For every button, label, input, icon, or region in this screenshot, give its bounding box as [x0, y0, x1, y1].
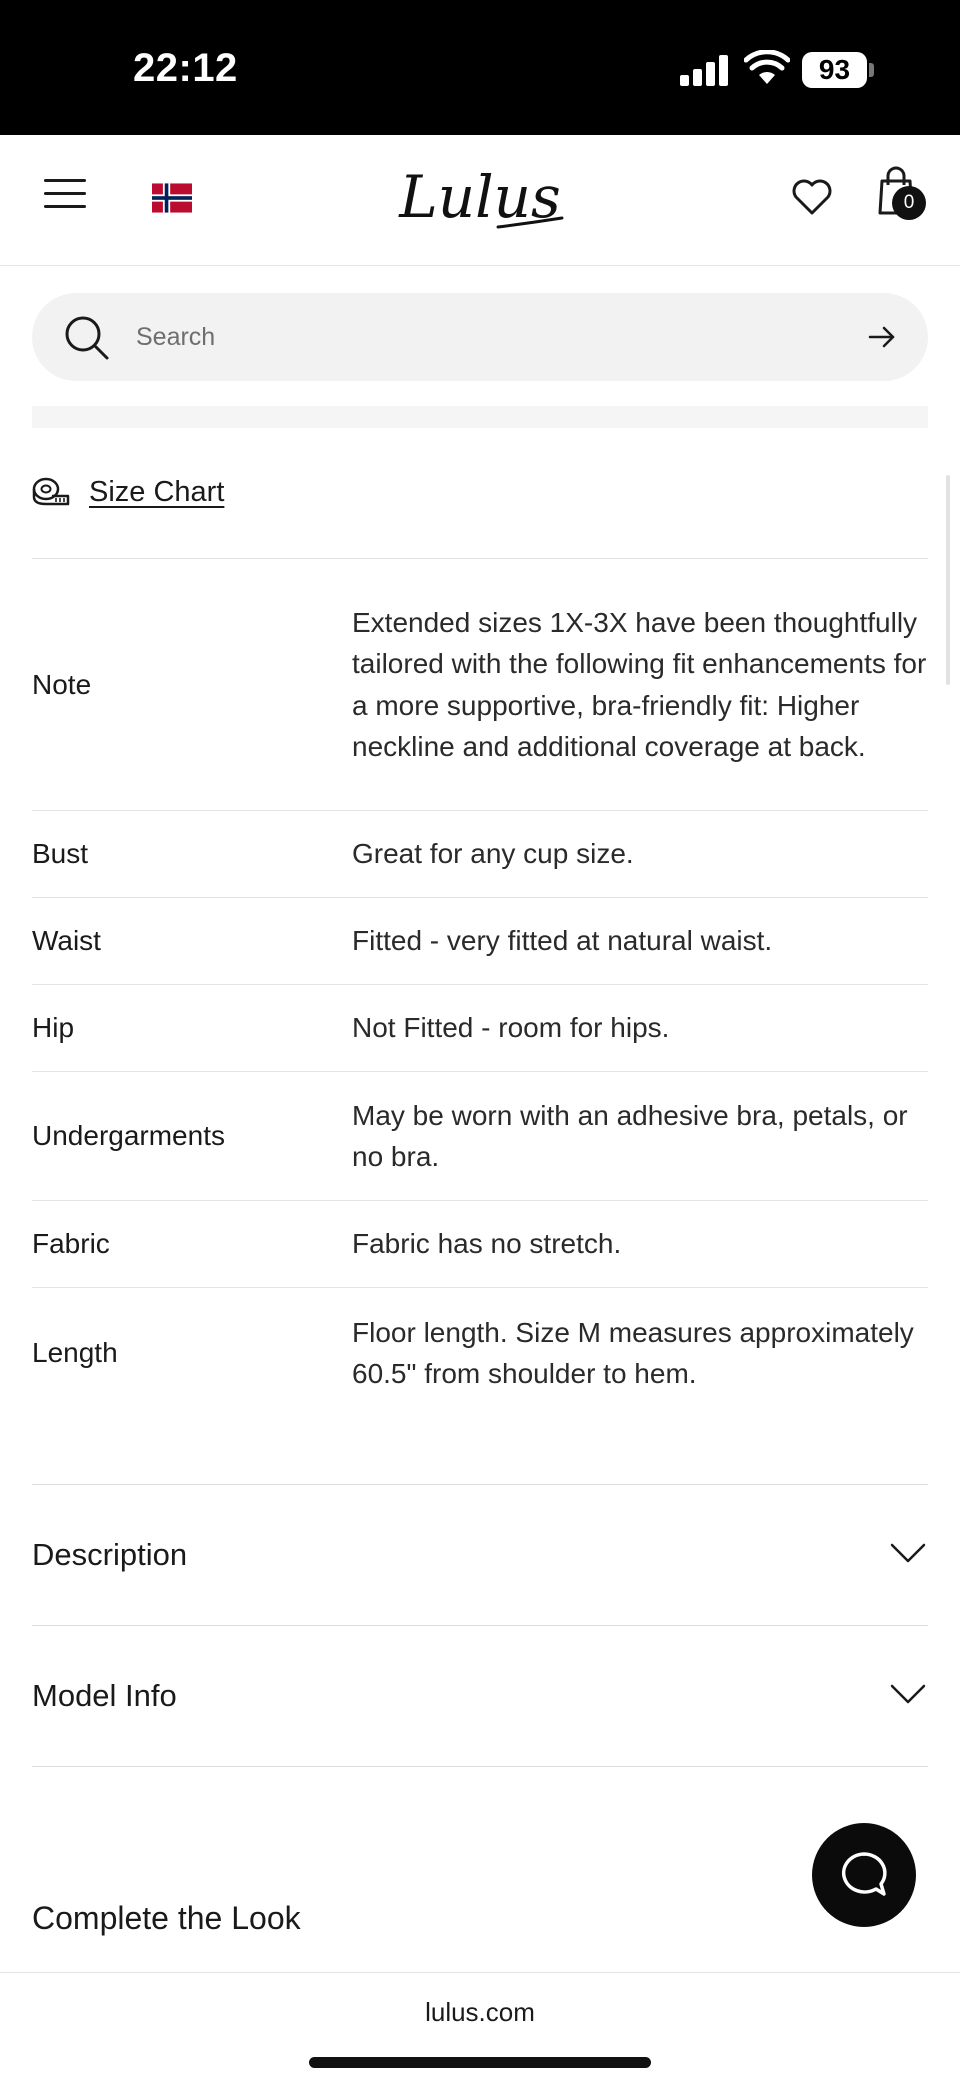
status-time: 22:12 [133, 46, 238, 90]
svg-text:Lulus: Lulus [399, 163, 561, 231]
site-header [0, 135, 960, 266]
fit-value: Not Fitted - room for hips. [352, 1012, 670, 1044]
content-divider-strip [32, 406, 928, 428]
table-row [32, 898, 928, 985]
description-accordion[interactable] [32, 1485, 928, 1626]
cellular-signal-icon [680, 54, 730, 86]
chevron-down-icon[interactable] [890, 1541, 926, 1565]
fit-label: Bust [32, 838, 89, 869]
url-text[interactable]: lulus.com [425, 1997, 535, 2027]
fit-label: Length [32, 1337, 118, 1368]
fit-value: Fabric has no stretch. [352, 1228, 622, 1260]
scrollbar[interactable] [946, 475, 950, 685]
cart-count-badge: 0 [892, 186, 926, 220]
arrow-right-icon[interactable] [866, 321, 898, 353]
complete-the-look-heading: Complete the Look [32, 1900, 301, 1936]
fit-value: Fitted - very fitted at natural waist. [352, 925, 773, 957]
fit-label: Fabric [32, 1228, 110, 1259]
search-input[interactable] [136, 317, 776, 357]
product-accordions [32, 1484, 928, 1767]
table-row [32, 985, 928, 1072]
table-row [32, 1201, 928, 1288]
wishlist-heart-icon[interactable] [790, 175, 834, 219]
fit-value: Extended sizes 1X-3X have been thoughtfully tailored with the following fit enhancements for a more supportive, bra-friendly fit: Higher neckline and additional coverage at back. [352, 606, 927, 762]
fit-label: Waist [32, 925, 101, 956]
search-bar[interactable] [32, 293, 928, 381]
table-row [32, 559, 928, 811]
fit-value: Great for any cup size. [352, 838, 634, 870]
accordion-title[interactable]: Model Info [32, 1678, 177, 1713]
fit-details-table [32, 558, 928, 1418]
size-chart-label[interactable]: Size Chart [89, 475, 225, 508]
table-row [32, 1072, 928, 1201]
measuring-tape-icon [32, 477, 70, 507]
fit-label: Note [32, 668, 92, 700]
accordion-title[interactable]: Description [32, 1537, 188, 1572]
battery-level: 93 [802, 52, 867, 88]
battery-icon [802, 52, 874, 88]
home-indicator[interactable] [309, 2057, 651, 2068]
fit-label: Undergarments [32, 1120, 225, 1151]
fit-value: May be worn with an adhesive bra, petals, or no bra. [352, 1099, 908, 1172]
chevron-down-icon[interactable] [890, 1682, 926, 1706]
chat-button[interactable] [812, 1823, 916, 1927]
norway-flag-icon[interactable] [152, 183, 192, 213]
table-row [32, 1288, 928, 1418]
browser-url-bar[interactable] [0, 1972, 960, 2086]
search-icon[interactable] [64, 315, 110, 361]
chat-bubble-icon [838, 1849, 890, 1901]
fit-value: Floor length. Size M measures approximately 60.5" from shoulder to hem. [352, 1316, 914, 1389]
table-row [32, 811, 928, 898]
status-bar [0, 0, 960, 135]
lulus-logo[interactable] [380, 157, 580, 247]
wifi-icon [744, 50, 790, 86]
size-chart-link[interactable] [32, 470, 224, 514]
hamburger-menu-icon[interactable] [44, 177, 86, 209]
model-info-accordion[interactable] [32, 1626, 928, 1767]
fit-label: Hip [32, 1012, 75, 1043]
